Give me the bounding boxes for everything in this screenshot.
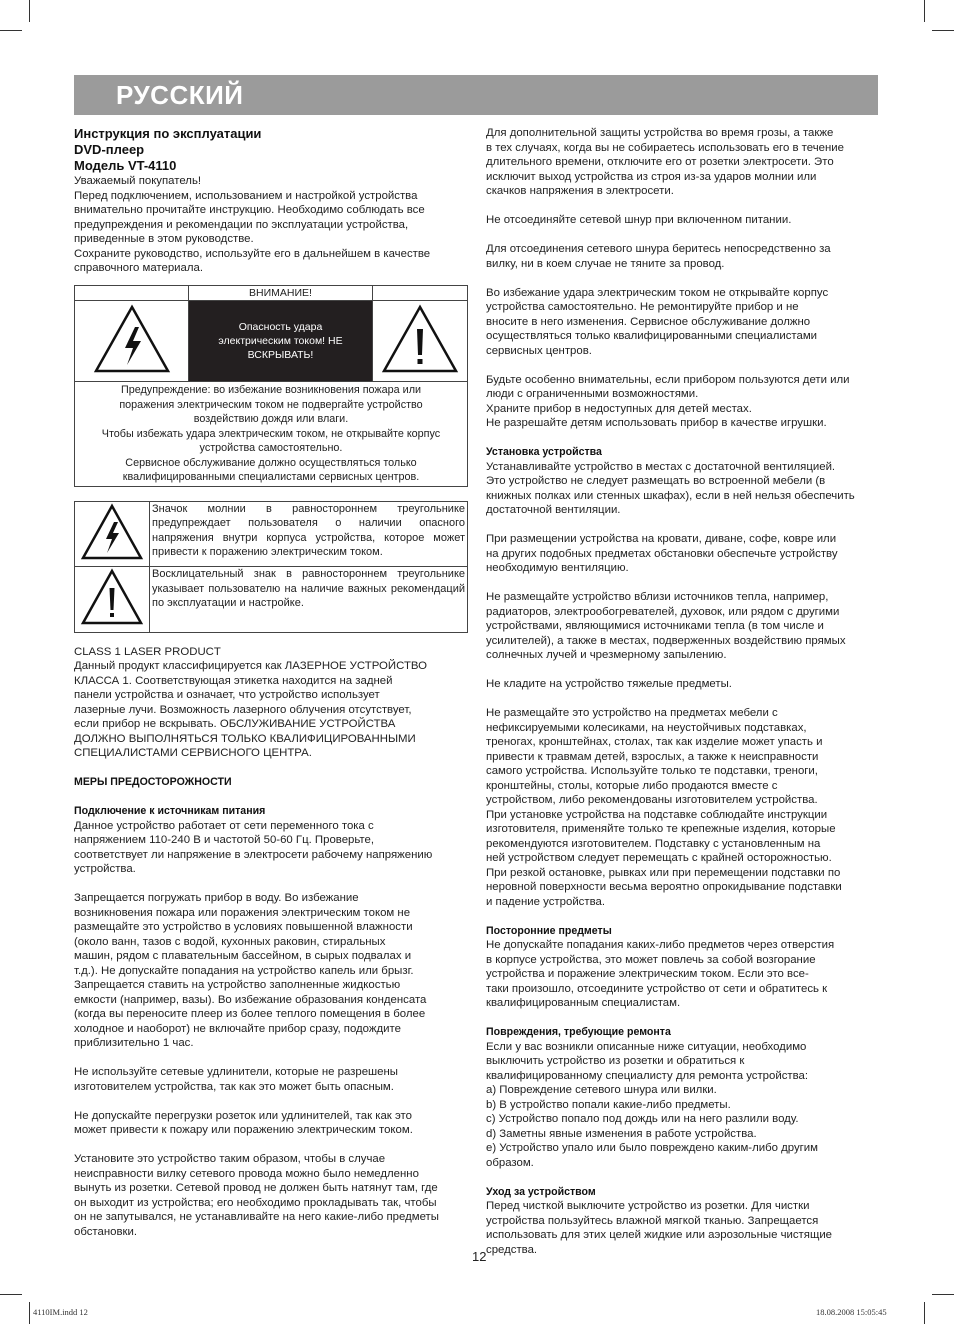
power-paragraph-4: Не допускайте перегрузки розеток или удлинителей, так как это может привести к пожару или поражению электрическим током.	[74, 1109, 413, 1136]
crop-mark	[932, 30, 954, 31]
storm-paragraph: Для дополнительной защиты устройства во время грозы, а также в тех случаях, когда вы не собираетесь использовать его в течение длительного времени, отключите его от розетки электросети. Это исключит выход устройства из строя из-за ударов молнии или скачков напряжения в электросети.	[486, 127, 844, 197]
danger-shock-text: Опасность удара электрическим током! НЕ ВСКРЫВАТЬ!	[218, 321, 343, 361]
crop-mark	[29, 1302, 30, 1324]
warning-cell-blank	[75, 285, 189, 301]
crop-mark	[924, 1302, 925, 1324]
warning-box	[74, 285, 468, 487]
damage-paragraph: Если у вас возникли описанные ниже ситуации, необходимо выключить устройство из розетки и обратиться к квалифицированному специалисту для ремонта устройства:	[486, 1040, 809, 1082]
left-column	[74, 126, 468, 1239]
doc-title-line2: DVD-плеер	[74, 142, 145, 157]
housing-paragraph: Во избежание удара электрическим током не открывайте корпус устройства самостоятельно. Не ремонтируйте прибор и не вносите в него изменения. Сервисное обслуживание должно осуществляться только квалифицированными специалистами сервисных центров.	[486, 286, 829, 357]
crop-mark	[0, 1294, 22, 1295]
install-paragraph-4: Не кладите на устройство тяжелые предметы.	[486, 678, 732, 690]
install-paragraph-1: Устанавливайте устройство в местах с достаточной вентиляцией. Это устройство не следует размещать во встроенной мебели (в книжных полках или стенных шкафах), если в ней нельзя обеспечить достаточной вентиляции.	[486, 460, 855, 516]
install-heading: Установка устройства	[486, 446, 602, 458]
attention-label: ВНИМАНИЕ!	[189, 285, 373, 301]
cord-paragraph: Не отсоединяйте сетевой шнур при включенном питании.	[486, 214, 792, 226]
crop-mark	[932, 1294, 954, 1295]
damage-item: c) Устройство попало под дождь или на него разлили воду.	[486, 1113, 799, 1125]
danger-shock-label	[189, 301, 373, 382]
crop-mark	[29, 0, 30, 22]
language-title: РУССКИЙ	[116, 80, 244, 110]
doc-title-line3: Модель VT-4110	[74, 158, 177, 173]
exclamation-symbol-icon	[75, 567, 150, 633]
intro-text: Уважаемый покупатель! Перед подключением, использованием и настройкой устройства внимательно прочитайте инструкцию. Необходимо соблюдать все предупреждения и рекомендации по эксплуатации устройства, приведенные в этом руководстве. Сохраните руководство, используйте его в дальнейшем в качестве справочного материала.	[74, 175, 431, 274]
install-paragraph-5: Не размещайте это устройство на предметах мебели с нефиксируемыми колесиками, на неустойчивых подставках, треногах, кронштейнах, столах, так как изделие может упасть и привести к травмам детей, взрослых, а также к неисправности самого устройства. Используйте только те подставки, треноги, кронштейны, столы, которые либо продаются вместе с устройством, либо рекомендованы изготовителем устройства. При установке устройства на подставке соблюдайте инструкции изготовителя, применяйте только те крепежные изделия, которые рекомендуются изготовителем. Подставку с установленным на ней устройством следует перемещать с крайней осторожностью. При резкой остановке, рывках или при перемещении подставки по неровной поверхности весьма вероятно опрокидывание подставки и падение устройства.	[486, 707, 842, 908]
exclamation-symbol-text: Восклицательный знак в равностороннем треугольнике указывает пользователю на наличие важных рекомендаций по эксплуатации и настройке.	[150, 567, 468, 633]
care-heading: Уход за устройством	[486, 1185, 596, 1198]
damage-item: d) Заметны явные изменения в работе устройства.	[486, 1127, 757, 1140]
lightning-warning-icon	[75, 301, 189, 382]
footer-file-name: 4110IM.indd 12	[33, 1307, 88, 1317]
damage-item: a) Повреждение сетевого шнура или вилки.	[486, 1084, 717, 1096]
crop-mark	[924, 0, 925, 22]
damage-item: b) В устройство попали какие-либо предметы.	[486, 1098, 731, 1111]
power-paragraph-3: Не используйте сетевые удлинители, которые не разрешены изготовителем устройства, так как это может быть опасным.	[74, 1066, 398, 1093]
damage-item: e) Устройство упало или было повреждено каким-либо другим образом.	[486, 1142, 818, 1169]
warning-note: Предупреждение: во избежание возникновения пожара или поражения электрическим током не подвергайте устройство воздействию дождя или влаги. Чтобы избежать удара электрическим током, не открывайте корпус устройства самостоятельно. Сервисное обслуживание должно осуществляться только квалифицированными специалистами сервисных центров.	[75, 382, 468, 487]
laser-text: CLASS 1 LASER PRODUCT Данный продукт классифицируется как ЛАЗЕРНОЕ УСТРОЙСТВО КЛАССА 1. Соответствующая этикетка находится на задней панели устройства и означает, что устройство использует лазерные лучи. Возможность лазерного облучения отсутствует, если прибор не вскрывать. ОБСЛУЖИВАНИЕ УСТРОЙСТВА ДОЛЖНО ВЫПОЛНЯТЬСЯ ТОЛЬКО КВАЛИФИЦИРОВАННЫМИ СПЕЦИАЛИСТАМИ СЕРВИСНОГО ЦЕНТРА.	[74, 645, 427, 759]
lightning-symbol-icon	[75, 501, 150, 567]
right-column	[486, 126, 880, 1257]
children-paragraph: Будьте особенно внимательны, если прибором пользуются дети или люди с ограниченными возможностями. Храните прибор в недоступных для детей местах. Не разрешайте детям использовать прибор в качестве игрушки.	[486, 373, 850, 429]
exclamation-warning-icon	[373, 301, 468, 382]
damage-heading: Повреждения, требующие ремонта	[486, 1026, 671, 1038]
page-number: 12	[472, 1249, 487, 1264]
precautions-heading: МЕРЫ ПРЕДОСТОРОЖНОСТИ	[74, 776, 232, 788]
install-paragraph-3: Не размещайте устройство вблизи источников тепла, например, радиаторов, электрообогревателей, духовок, или рядом с другими устройствами, являющимися источниками тепла (в том числе и усилителей), а также в местах, подверженных воздействию прямых солнечных лучей и чрезмерному запылению.	[486, 591, 846, 661]
doc-title-line1: Инструкция по эксплуатации	[74, 126, 262, 141]
power-paragraph-1: Данное устройство работает от сети переменного тока с напряжением 110-240 В и частотой 50-60 Гц. Проверьте, соответствует ли напряжение в электросети рабочему напряжению устройства.	[74, 819, 433, 875]
care-paragraph: Перед чисткой выключите устройство из розетки. Для чистки устройства пользуйтесь влажной мягкой тканью. Запрещается использовать для этих целей жидкие или аэрозольные чистящие средства.	[486, 1200, 833, 1256]
footer-timestamp: 18.08.2008 15:05:45	[816, 1307, 887, 1317]
foreign-objects-paragraph: Не допускайте попадания каких-либо предметов через отверстия в корпусе устройства, это может повлечь за собой возгорание устройства и поражение электрическим током. Если это все- таки произошло, отсоедините устройство от сети и обратитесь к квалифицированным специалистам.	[486, 939, 835, 1009]
lightning-symbol-text: Значок молнии в равностороннем треугольнике предупреждает пользователя о наличии опасного напряжения внутри корпуса устройства, которое может привести к поражению электрическим током.	[150, 501, 468, 567]
power-paragraph-5: Установите это устройство таким образом, чтобы в случае неисправности вилку сетевого провода можно было немедленно вынуть из розетки. Сетевой провод не должен быть натянут там, где он выходит из устройства; его необходимо прокладывать так, чтобы он не запутывался, не устанавливайте на него какие-либо предметы обстановки.	[74, 1153, 439, 1238]
language-header-bar	[74, 75, 878, 115]
symbols-table	[74, 501, 468, 633]
install-paragraph-2: При размещении устройства на кровати, диване, софе, ковре или на других подобных предметах обстановки обеспечьте устройству необходимую вентиляцию.	[486, 533, 838, 574]
power-paragraph-2: Запрещается погружать прибор в воду. Во избежание возникновения пожара или поражения электрическим током не размещайте это устройство в условиях повышенной влажности (около ванн, тазов с водой, кухонных раковин, стиральных машин, рядом с плавательным бассейном, в сырых подвалах и т.д.). Не допускайте попадания на устройство капель или брызг. Запрещается ставить на устройство заполненные жидкостью емкости (например, вазы). Во избежание образования конденсата (когда вы переносите плеер из более теплого помещения в более холодное и наоборот) не включайте прибор сразу, подождите приблизительно 1 час.	[74, 892, 427, 1049]
crop-mark	[0, 30, 22, 31]
foreign-objects-heading: Посторонние предметы	[486, 924, 612, 937]
plug-paragraph: Для отсоединения сетевого шнура беритесь непосредственно за вилку, ни в коем случае не тяните за провод.	[486, 243, 831, 270]
warning-cell-blank	[373, 285, 468, 301]
power-heading: Подключение к источникам питания	[74, 805, 266, 817]
